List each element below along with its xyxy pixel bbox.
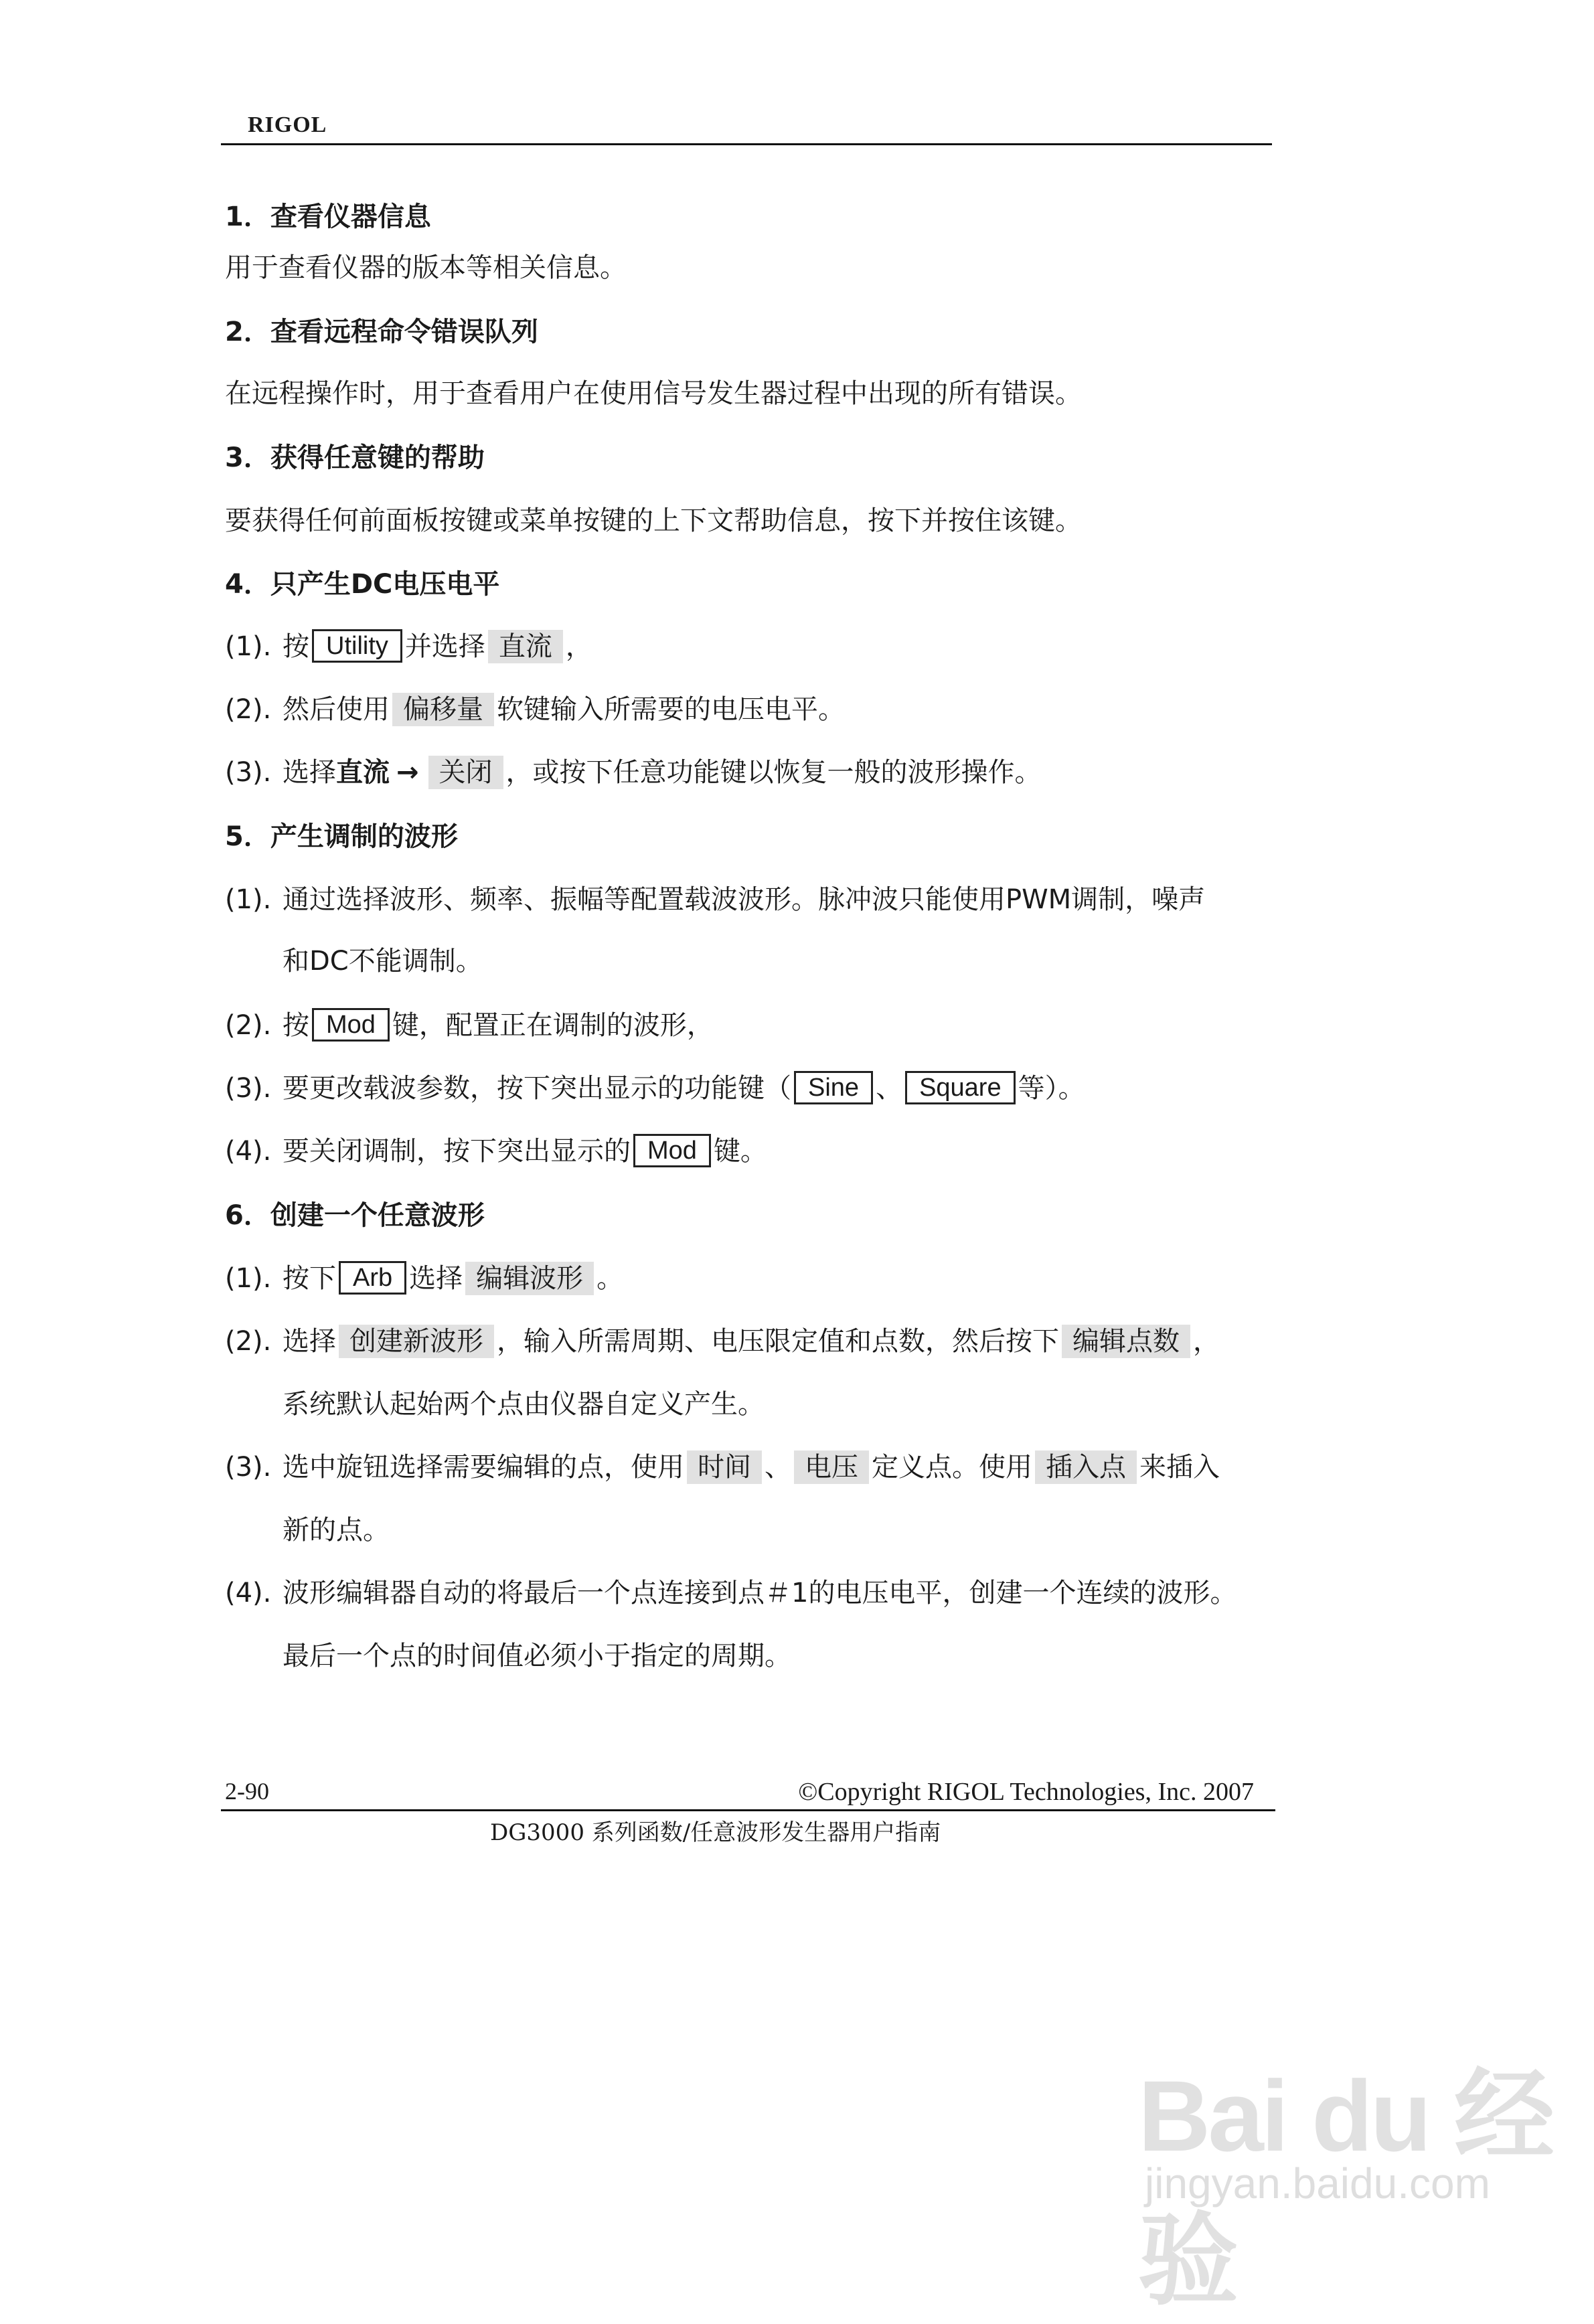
step-number: (4).	[225, 1136, 272, 1167]
step-number: (3).	[225, 757, 272, 788]
section-4-step-1	[225, 628, 592, 665]
offset-softkey[interactable]: 偏移量	[392, 693, 494, 726]
step-number: (1).	[225, 884, 272, 915]
section-2-body: 在远程操作时，用于查看用户在使用信号发生器过程中出现的所有错误。	[225, 378, 1082, 409]
section-4-step-2	[225, 691, 845, 728]
step-text: 选中旋钮选择需要编辑的点，使用	[283, 1452, 684, 1483]
section-1-title: 1．查看仪器信息	[225, 201, 431, 232]
off-softkey[interactable]: 关闭	[428, 756, 503, 789]
step-text: 、	[876, 1073, 903, 1104]
step-text: 键。	[713, 1136, 767, 1167]
step-number: (2).	[225, 694, 272, 725]
step-text: 波形编辑器自动的将最后一个点连接到点＃1的电压电平，创建一个连续的波形。	[283, 1578, 1237, 1608]
step-text: 要更改载波参数，按下突出显示的功能键（	[283, 1073, 791, 1104]
step-number: (1).	[225, 631, 272, 662]
sine-key[interactable]: Sine	[794, 1071, 873, 1104]
section-5-step-1-cont: 和DC不能调制。	[283, 946, 483, 977]
step-number: (2).	[225, 1326, 272, 1357]
step-text: 键，配置正在调制的波形，	[392, 1010, 714, 1041]
step-number: (4).	[225, 1578, 272, 1608]
step-text: 选择	[283, 757, 336, 788]
page-number: 2-90	[225, 1778, 269, 1805]
step-text: ，	[1193, 1326, 1220, 1357]
step-number: (1).	[225, 1263, 272, 1294]
header-brand: RIGOL	[248, 112, 327, 137]
section-3-body: 要获得任何前面板按键或菜单按键的上下文帮助信息，按下并按住该键。	[225, 505, 1082, 536]
section-6-step-3	[225, 1448, 1220, 1486]
step-text: ，	[565, 631, 592, 662]
step-text: 按	[283, 1010, 309, 1041]
step-text: 定义点。使用	[872, 1452, 1032, 1483]
mod-key[interactable]: Mod	[312, 1008, 390, 1042]
dc-softkey[interactable]: 直流	[488, 630, 563, 663]
copyright: ©Copyright RIGOL Technologies, Inc. 2007	[798, 1778, 1254, 1806]
section-5-step-1	[225, 881, 1205, 918]
header-rule	[221, 143, 1272, 145]
utility-key[interactable]: Utility	[312, 629, 402, 663]
step-text: ，输入所需周期、电压限定值和点数，然后按下	[497, 1326, 1059, 1357]
baidu-watermark-logo: Bai du 经验	[1138, 2060, 1552, 2317]
dc-label: 直流	[336, 757, 390, 788]
step-text: ，或按下任意功能键以恢复一般的波形操作。	[505, 757, 1042, 788]
section-6-step-2	[225, 1323, 1220, 1360]
section-5-step-2	[225, 1007, 714, 1044]
insert-point-softkey[interactable]: 插入点	[1035, 1450, 1137, 1484]
square-key[interactable]: Square	[905, 1071, 1016, 1104]
section-5-step-4	[225, 1133, 767, 1170]
step-text: 按	[283, 631, 309, 662]
section-5-title: 5．产生调制的波形	[225, 821, 458, 852]
arrow-right-icon: →	[396, 757, 419, 788]
step-text: 选择	[409, 1263, 463, 1294]
document-title: DG3000 系列函数/任意波形发生器用户指南	[490, 1819, 941, 1846]
step-text: 等）。	[1018, 1073, 1085, 1104]
step-text: 软键输入所需要的电压电平。	[497, 694, 845, 725]
edit-points-softkey[interactable]: 编辑点数	[1062, 1325, 1190, 1358]
step-text: 、	[765, 1452, 791, 1483]
step-number: (2).	[225, 1010, 272, 1041]
edit-waveform-softkey[interactable]: 编辑波形	[465, 1262, 594, 1295]
step-text: 选择	[283, 1326, 336, 1357]
section-6-step-2-cont: 系统默认起始两个点由仪器自定义产生。	[283, 1389, 765, 1420]
new-waveform-softkey[interactable]: 创建新波形	[339, 1325, 494, 1358]
mod-key[interactable]: Mod	[633, 1134, 711, 1167]
step-number: (3).	[225, 1452, 272, 1483]
section-6-step-1	[225, 1260, 623, 1297]
step-number: (3).	[225, 1073, 272, 1104]
section-2-title: 2．查看远程命令错误队列	[225, 317, 538, 347]
baidu-watermark-url: jingyan.baidu.com	[1145, 2159, 1490, 2208]
step-text: 通过选择波形、频率、振幅等配置载波波形。脉冲波只能使用PWM调制，噪声	[283, 884, 1206, 915]
section-4-step-3	[225, 754, 1042, 791]
step-text: 。	[596, 1263, 624, 1294]
section-6-title: 6．创建一个任意波形	[225, 1200, 485, 1231]
voltage-softkey[interactable]: 电压	[794, 1450, 869, 1484]
section-5-step-3	[225, 1070, 1085, 1107]
footer-rule	[221, 1809, 1275, 1811]
section-6-step-3-cont: 新的点。	[283, 1515, 390, 1546]
time-softkey[interactable]: 时间	[687, 1450, 762, 1484]
step-text: 要关闭调制，按下突出显示的	[283, 1136, 631, 1167]
section-6-step-4	[225, 1574, 1237, 1612]
section-6-step-4-cont: 最后一个点的时间值必须小于指定的周期。	[283, 1641, 791, 1671]
step-text: 来插入	[1139, 1452, 1220, 1483]
section-1-body: 用于查看仪器的版本等相关信息。	[225, 252, 627, 283]
step-text: 然后使用	[283, 694, 390, 725]
arb-key[interactable]: Arb	[339, 1261, 406, 1295]
step-text: 并选择	[404, 631, 485, 662]
section-4-title: 4．只产生DC电压电平	[225, 569, 500, 600]
step-text: 按下	[283, 1263, 336, 1294]
section-3-title: 3．获得任意键的帮助	[225, 442, 485, 473]
